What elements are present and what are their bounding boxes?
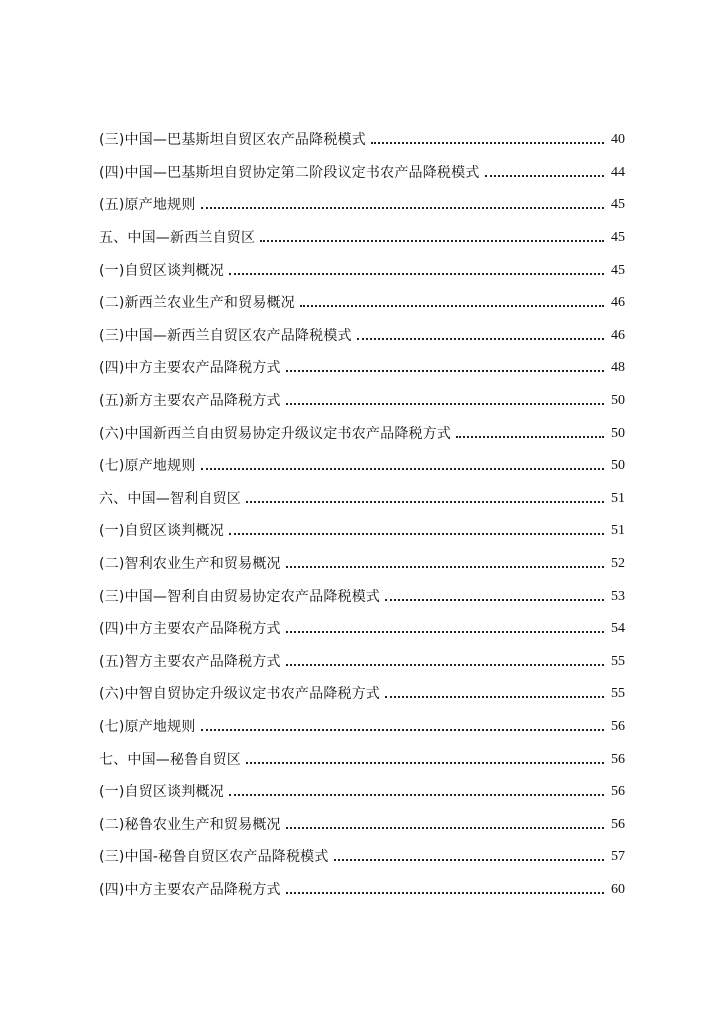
toc-entry[interactable] [99, 646, 625, 679]
dot-leader [300, 296, 604, 310]
toc-entry-page: 56 [611, 718, 625, 734]
toc-entry[interactable] [99, 157, 625, 190]
toc-entry[interactable] [99, 352, 625, 385]
toc-entry-page: 45 [611, 262, 625, 278]
toc-entry-title: (五)新方主要农产品降税方式 [99, 393, 281, 410]
dot-leader [385, 590, 604, 604]
toc-entry-title: (六)中国新西兰自由贸易协定升级议定书农产品降税方式 [99, 425, 452, 442]
toc-entry[interactable] [99, 417, 625, 450]
toc-entry-title: (六)中智自贸协定升级议定书农产品降税方式 [99, 686, 381, 703]
toc-entry[interactable] [99, 254, 625, 287]
toc-entry-page: 56 [611, 784, 625, 800]
dot-leader [260, 231, 604, 245]
toc-entry-title: (七)原产地规则 [99, 718, 196, 735]
toc-entry-page: 56 [611, 751, 625, 767]
table-of-contents [99, 124, 625, 906]
dot-leader [385, 687, 604, 701]
toc-entry-page: 51 [611, 490, 625, 506]
dot-leader [334, 850, 604, 864]
toc-entry-title: (七)原产地规则 [99, 458, 196, 475]
toc-entry-title: (四)中国—巴基斯坦自贸协定第二阶段议定书农产品降税模式 [99, 164, 480, 181]
toc-entry-page: 56 [611, 816, 625, 832]
toc-entry-page: 60 [611, 881, 625, 897]
toc-entry-page: 57 [611, 849, 625, 865]
dot-leader [201, 198, 604, 212]
toc-entry-title: (五)原产地规则 [99, 197, 196, 214]
toc-entry-page: 48 [611, 360, 625, 376]
dot-leader [286, 557, 604, 571]
toc-entry[interactable] [99, 776, 625, 809]
toc-entry-page: 45 [611, 230, 625, 246]
dot-leader [456, 427, 604, 441]
toc-entry-page: 40 [611, 132, 625, 148]
toc-entry-title: (一)自贸区谈判概况 [99, 523, 224, 540]
toc-entry-title: (一)自贸区谈判概况 [99, 262, 224, 279]
toc-entry[interactable] [99, 613, 625, 646]
toc-entry-page: 50 [611, 458, 625, 474]
toc-entry-page: 54 [611, 621, 625, 637]
toc-entry-title: 七、中国—秘鲁自贸区 [99, 751, 241, 768]
dot-leader [229, 785, 604, 799]
dot-leader [246, 753, 604, 767]
toc-entry-title: (四)中方主要农产品降税方式 [99, 621, 281, 638]
dot-leader [286, 622, 604, 636]
dot-leader [371, 133, 604, 147]
toc-entry-page: 45 [611, 197, 625, 213]
toc-entry[interactable] [99, 222, 625, 255]
dot-leader [286, 394, 604, 408]
toc-entry[interactable] [99, 874, 625, 907]
toc-entry-page: 55 [611, 653, 625, 669]
toc-entry-page: 46 [611, 327, 625, 343]
toc-entry-title: (五)智方主要农产品降税方式 [99, 653, 281, 670]
toc-entry-title: (三)中国—巴基斯坦自贸区农产品降税模式 [99, 132, 366, 149]
toc-entry-page: 44 [611, 164, 625, 180]
toc-entry-title: (四)中方主要农产品降税方式 [99, 360, 281, 377]
toc-entry-page: 52 [611, 556, 625, 572]
toc-entry[interactable] [99, 743, 625, 776]
toc-entry-title: 六、中国—智利自贸区 [99, 490, 241, 507]
toc-entry[interactable] [99, 580, 625, 613]
dot-leader [229, 264, 604, 278]
toc-entry-title: (三)中国—新西兰自贸区农产品降税模式 [99, 327, 352, 344]
toc-entry-title: 五、中国—新西兰自贸区 [99, 230, 256, 247]
toc-entry-page: 46 [611, 295, 625, 311]
toc-entry-title: (二)新西兰农业生产和贸易概况 [99, 295, 295, 312]
toc-entry-title: (二)智利农业生产和贸易概况 [99, 556, 281, 573]
toc-entry[interactable] [99, 287, 625, 320]
dot-leader [246, 492, 604, 506]
toc-entry-title: (四)中方主要农产品降税方式 [99, 881, 281, 898]
toc-entry[interactable] [99, 678, 625, 711]
toc-entry-page: 50 [611, 425, 625, 441]
toc-entry-page: 55 [611, 686, 625, 702]
toc-entry[interactable] [99, 808, 625, 841]
toc-entry-page: 51 [611, 523, 625, 539]
toc-entry-page: 53 [611, 588, 625, 604]
toc-entry[interactable] [99, 189, 625, 222]
toc-entry[interactable] [99, 711, 625, 744]
dot-leader [229, 524, 604, 538]
toc-entry-title: (二)秘鲁农业生产和贸易概况 [99, 816, 281, 833]
dot-leader [286, 361, 604, 375]
toc-entry[interactable] [99, 320, 625, 353]
dot-leader [286, 818, 604, 832]
toc-entry[interactable] [99, 548, 625, 581]
toc-entry[interactable] [99, 515, 625, 548]
toc-entry-title: (三)中国—智利自由贸易协定农产品降税模式 [99, 588, 381, 605]
toc-entry-title: (一)自贸区谈判概况 [99, 784, 224, 801]
dot-leader [357, 329, 604, 343]
toc-entry[interactable] [99, 483, 625, 516]
toc-entry-page: 50 [611, 393, 625, 409]
dot-leader [286, 883, 604, 897]
toc-entry[interactable] [99, 450, 625, 483]
dot-leader [201, 459, 604, 473]
dot-leader [201, 720, 604, 734]
toc-entry[interactable] [99, 385, 625, 418]
dot-leader [485, 166, 604, 180]
toc-entry-title: (三)中国-秘鲁自贸区农产品降税模式 [99, 849, 329, 866]
toc-entry[interactable] [99, 124, 625, 157]
dot-leader [286, 655, 604, 669]
toc-entry[interactable] [99, 841, 625, 874]
